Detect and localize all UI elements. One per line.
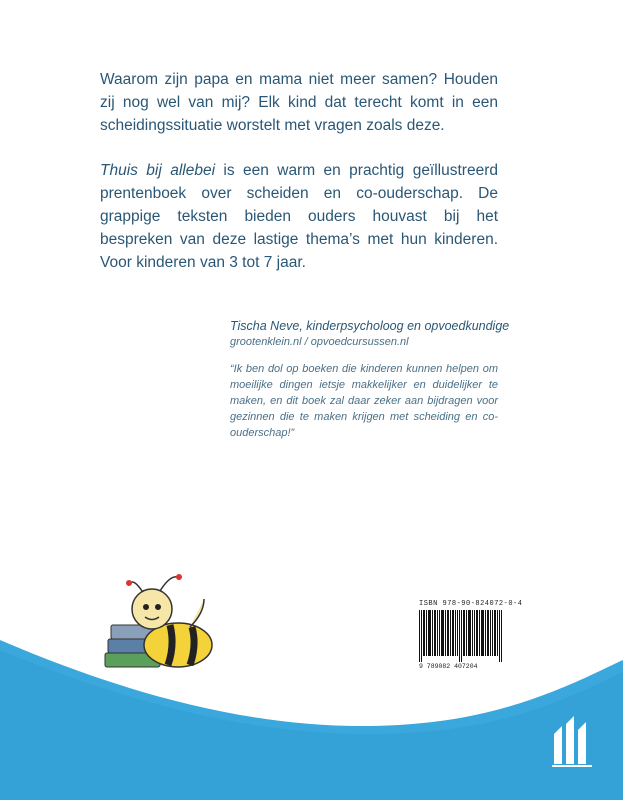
publisher-logo-icon [550, 712, 595, 767]
endorsement-quote: “Ik ben dol op boeken die kinderen kunnen helpen om moeilijke dingen ietsje makkelijker en duidelijker te maken, en dit boek zal daar zeker aan bijdragen voor gezinnen die te maken krijgen met scheiding en co-ouderschap!” [230, 363, 498, 439]
endorsement-author: Tischa Neve, kinderpsycholoog en opvoedkundige [230, 319, 510, 333]
description-text: is een warm en prachtig geïllustreerd prentenboek over scheiden en co-ouderschap. De grappige teksten bieden ouders houvast bij het bespreken van deze lastige thema’s met hun kinderen. Voor kinderen van 3 tot 7 jaar. [100, 162, 498, 271]
book-title: Thuis bij allebei [100, 162, 216, 179]
endorsement-websites: grootenklein.nl / opvoedcursussen.nl [230, 336, 409, 348]
barcode-bars [419, 610, 505, 662]
isbn-barcode [417, 600, 523, 682]
bee-with-books-illustration [100, 565, 220, 675]
isbn-label: ISBN 978-90-824072-0-4 [419, 600, 523, 608]
isbn-digits: 9 789082 407204 [419, 663, 478, 670]
intro-paragraph: Waarom zijn papa en mama niet meer samen? Houden zij nog wel van mij? Elk kind dat terecht komt in een scheidingssituatie worstelt met vragen zoals deze. [100, 71, 498, 134]
